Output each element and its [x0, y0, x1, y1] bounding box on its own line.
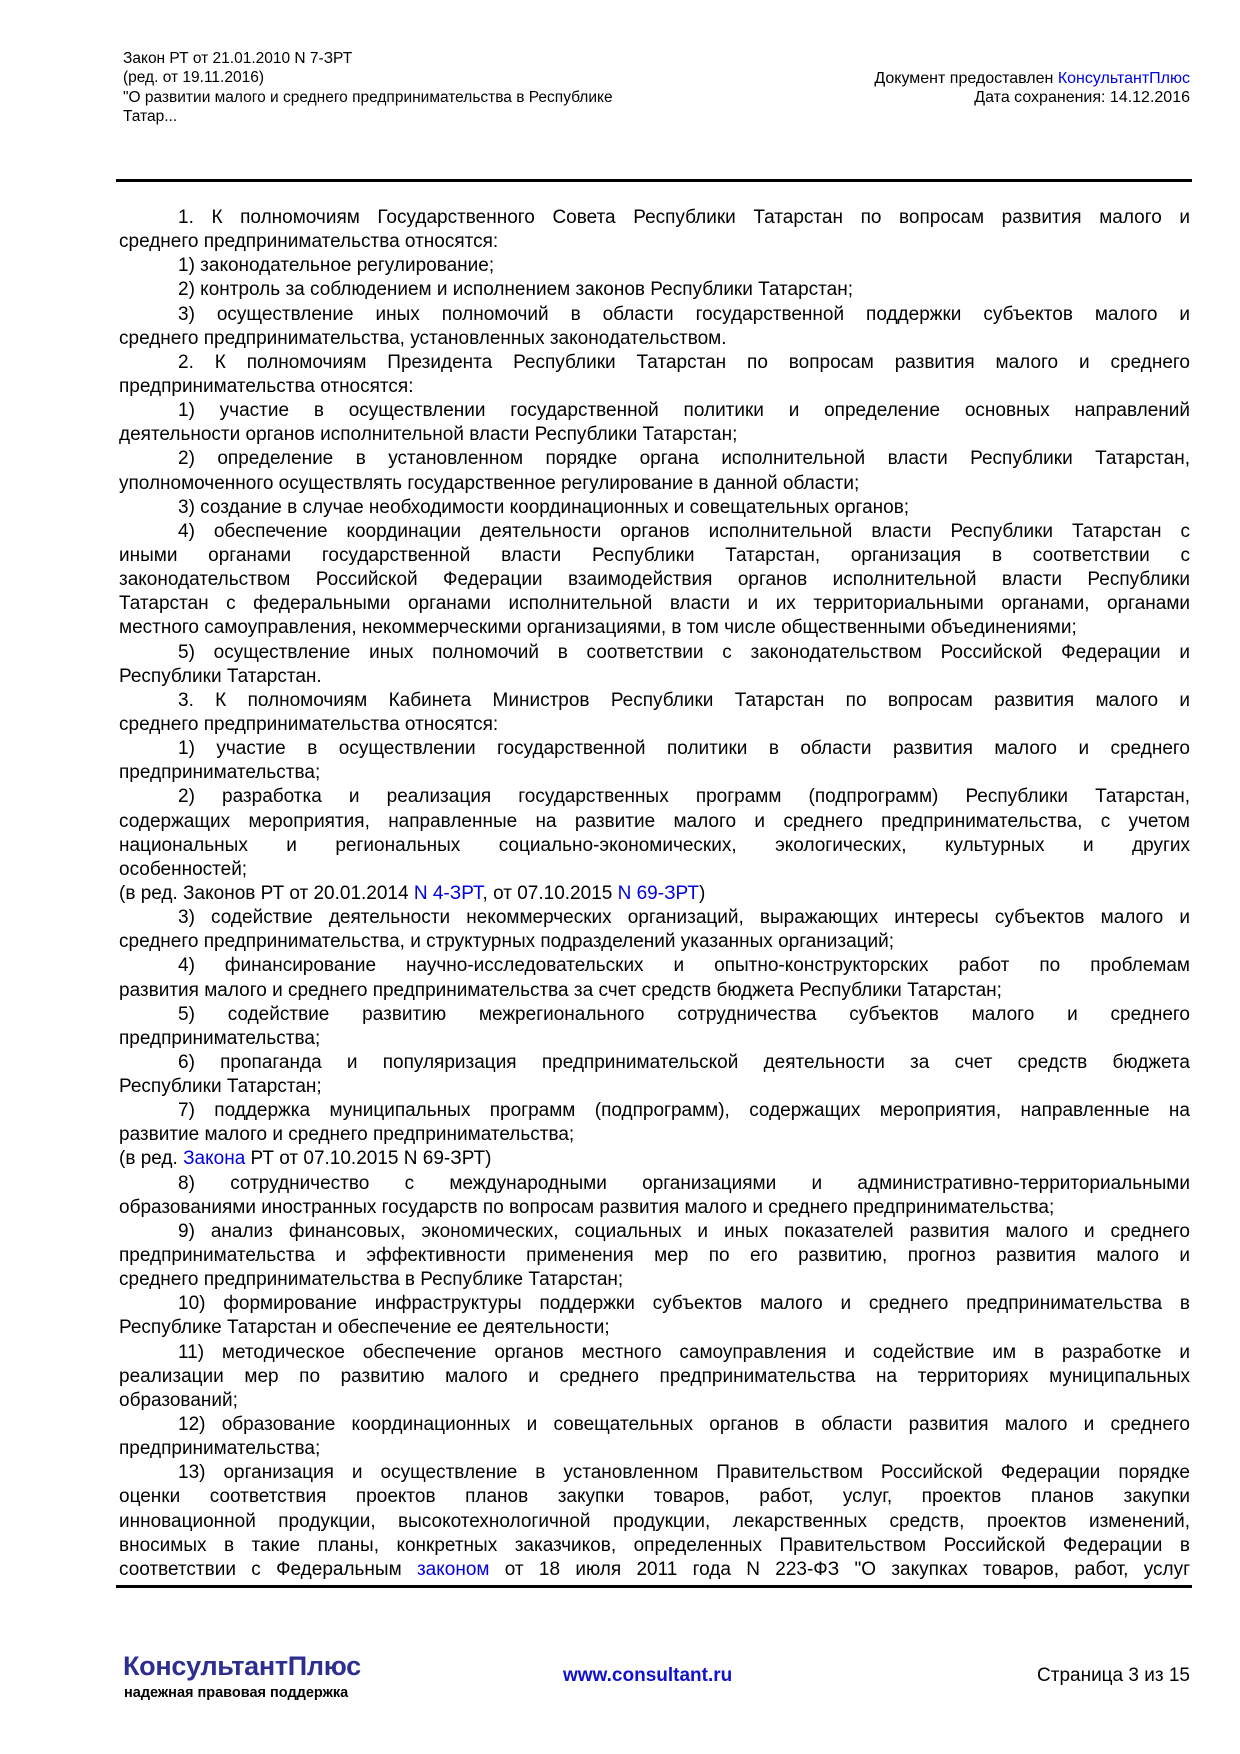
text-line: реализации мер по развитию малого и среднего предпринимательства на территориях муниципальных — [119, 1365, 1190, 1387]
text-line: иными органами государственной власти Республики Татарстан, организация в соответствии с — [119, 544, 1190, 566]
text-segment: (в ред. — [119, 1148, 184, 1170]
paragraph — [119, 399, 1190, 447]
paragraph — [119, 520, 1190, 641]
text-line: предпринимательства относятся: — [119, 375, 414, 397]
text-line: 1) участие в осуществлении государственной политики и определение основных направлений — [178, 400, 1190, 422]
paragraph — [119, 641, 1190, 689]
website-link[interactable]: www.consultant.ru — [563, 1665, 733, 1686]
text-line: Республики Татарстан. — [119, 665, 322, 687]
text-line: 12) образование координационных и совещательных органов в области развития малого и среднего — [178, 1414, 1190, 1436]
paragraph — [119, 254, 1190, 278]
text-line: уполномоченного осуществлять государственное регулирование в данной области; — [119, 472, 860, 494]
paragraph — [119, 206, 1190, 254]
paragraph — [119, 1220, 1190, 1292]
text-line: 1) законодательное регулирование; — [178, 255, 495, 277]
text-line: 8) сотрудничество с международными организациями и административно-территориальными — [178, 1172, 1190, 1194]
page-number: Страница 3 из 15 — [1037, 1665, 1190, 1686]
text-line: оценки соответствия проектов планов закупки товаров, работ, услуг, проектов планов закупки — [119, 1486, 1190, 1508]
text-segment: , от 07.10.2015 — [482, 882, 618, 904]
provider-info — [874, 69, 1190, 108]
paragraph — [119, 1413, 1190, 1461]
text-line: среднего предпринимательства, и структурных подразделений указанных организаций; — [119, 931, 895, 953]
text-line: 5) содействие развитию межрегионального сотрудничества субъектов малого и среднего — [178, 1003, 1190, 1025]
paragraph — [119, 737, 1190, 785]
doc-title-line: Закон РТ от 21.01.2010 N 7-ЗРТ — [123, 50, 353, 67]
text-line: местного самоуправления, некоммерческими организациями, в том числе общественными объединениями; — [119, 617, 1077, 639]
footer-divider — [116, 1585, 1192, 1588]
text-line: среднего предпринимательства относятся: — [119, 713, 499, 735]
text-line: 6) пропаганда и популяризация предпринимательской деятельности за счет средств бюджета — [178, 1051, 1190, 1073]
paragraph — [119, 689, 1190, 737]
text-line: Республики Татарстан; — [119, 1076, 322, 1098]
saved-date: Дата сохранения: 14.12.2016 — [974, 89, 1190, 107]
text-line: 3. К полномочиям Кабинета Министров Республики Татарстан по вопросам развития малого и — [178, 689, 1190, 711]
text-line: 13) организация и осуществление в установленном Правительством Российской Федерации порядке — [178, 1462, 1190, 1484]
text-line: законодательством Российской Федерации взаимодействия органов исполнительной власти Республики — [119, 569, 1190, 591]
doc-title-line: (ред. от 19.11.2016) — [123, 69, 264, 87]
text-line: 3) создание в случае необходимости координационных и совещательных органов; — [178, 496, 910, 518]
paragraph — [119, 1172, 1190, 1220]
paragraph — [119, 1461, 1190, 1582]
doc-title-line: "О развитии малого и среднего предпринимательства в Республике — [123, 88, 613, 106]
text-segment: соответствии с Федеральным — [119, 1558, 417, 1580]
text-line: среднего предпринимательства в Республике Татарстан; — [119, 1269, 624, 1291]
provider-link[interactable]: КонсультантПлюс — [1057, 70, 1190, 87]
text-line: предпринимательства и эффективности применения мер по его развитию, прогноз развития малого и — [119, 1245, 1190, 1267]
paragraph — [119, 447, 1190, 495]
text-line: развития малого и среднего предпринимательства за счет средств бюджета Республики Татарстан; — [119, 979, 1002, 1001]
document-title — [123, 49, 683, 126]
text-line: 1. К полномочиям Государственного Совета Республики Татарстан по вопросам развития малого и — [178, 207, 1190, 228]
text-segment: ) — [698, 882, 706, 904]
text-line: национальных и региональных социально-экономических, экологических, культурных и других — [119, 834, 1190, 856]
paragraph — [119, 303, 1190, 351]
text-line: 7) поддержка муниципальных программ (подпрограмм), содержащих мероприятия, направленные на — [178, 1100, 1190, 1122]
text-line: среднего предпринимательства, установленных законодательством. — [119, 327, 727, 349]
text-line — [119, 882, 1190, 906]
text-line: 5) осуществление иных полномочий в соответствии с законодательством Российской Федерации и — [178, 641, 1190, 663]
text-segment: (в ред. Законов РТ от 20.01.2014 — [119, 882, 414, 904]
text-segment: от 18 июля 2011 года N 223-ФЗ "О закупках товаров, работ, услуг — [489, 1558, 1191, 1580]
text-line: предпринимательства; — [119, 1438, 321, 1460]
text-segment: РТ от 07.10.2015 N 69-ЗРТ) — [245, 1148, 492, 1170]
text-line: образованиями иностранных государств по вопросам развития малого и среднего предпринимательства; — [119, 1196, 1055, 1218]
text-line: 4) финансирование научно-исследовательских и опытно-конструкторских работ по проблемам — [178, 955, 1190, 977]
text-line: 2) определение в установленном порядке органа исполнительной власти Республики Татарстан, — [178, 448, 1190, 470]
text-line: 3) содействие деятельности некоммерческих организаций, выражающих интересы субъектов малого и — [178, 907, 1190, 929]
text-line: 10) формирование инфраструктуры поддержки субъектов малого и среднего предпринимательства в — [178, 1293, 1190, 1315]
paragraph — [119, 906, 1190, 954]
law-link[interactable]: N 4-ЗРТ — [413, 882, 483, 904]
provided-label: Документ предоставлен — [874, 70, 1058, 87]
text-line: образований; — [119, 1389, 238, 1411]
paragraph — [119, 351, 1190, 399]
text-line: 2) контроль за соблюдением и исполнением законов Республики Татарстан; — [178, 279, 853, 301]
text-line: 2) разработка и реализация государственных программ (подпрограмм) Республики Татарстан, — [178, 786, 1190, 808]
paragraph — [119, 882, 1190, 906]
text-line: предпринимательства; — [119, 1027, 321, 1049]
text-line: особенностей; — [119, 858, 248, 880]
paragraph — [119, 1147, 1190, 1171]
text-line — [119, 1147, 1190, 1171]
text-line: вносимых в такие планы, конкретных заказчиков, определенных Правительством Российской Федерации в — [119, 1534, 1190, 1556]
text-line: 9) анализ финансовых, экономических, социальных и иных показателей развития малого и среднего — [178, 1220, 1190, 1242]
consultant-logo: КонсультантПлюс — [123, 1651, 361, 1681]
text-line: Татарстан с федеральными органами исполнительной власти и их территориальными органами, органами — [119, 593, 1190, 615]
paragraph — [119, 278, 1190, 302]
text-line — [119, 1558, 1190, 1582]
paragraph — [119, 785, 1190, 882]
law-link[interactable]: Закона — [183, 1148, 246, 1170]
logo-tagline: надежная правовая поддержка — [124, 1685, 349, 1701]
text-line: 4) обеспечение координации деятельности органов исполнительной власти Республики Татарстан с — [178, 520, 1190, 542]
text-line: 1) участие в осуществлении государственной политики в области развития малого и среднего — [178, 738, 1190, 760]
law-link[interactable]: законом — [416, 1558, 490, 1580]
text-line: 3) осуществление иных полномочий в области государственной поддержки субъектов малого и — [178, 303, 1190, 325]
header-divider — [116, 179, 1192, 182]
text-line: Республике Татарстан и обеспечение ее деятельности; — [119, 1317, 610, 1339]
text-line: развитие малого и среднего предпринимательства; — [119, 1124, 575, 1146]
text-line: предпринимательства; — [119, 762, 321, 784]
text-line: 11) методическое обеспечение органов местного самоуправления и содействие им в разработке и — [178, 1341, 1190, 1363]
text-line: инновационной продукции, высокотехнологичной продукции, лекарственных средств, проектов изменений, — [119, 1510, 1190, 1532]
paragraph — [119, 1003, 1190, 1051]
law-link[interactable]: N 69-ЗРТ — [617, 882, 699, 904]
text-line: среднего предпринимательства относятся: — [119, 231, 499, 253]
paragraph — [119, 1051, 1190, 1099]
paragraph — [119, 954, 1190, 1002]
paragraph — [119, 496, 1190, 520]
text-line: содержащих мероприятия, направленные на развитие малого и среднего предпринимательства, с учетом — [119, 810, 1190, 832]
text-line: деятельности органов исполнительной власти Республики Татарстан; — [119, 424, 738, 446]
paragraph — [119, 1099, 1190, 1147]
document-body — [119, 206, 1190, 1582]
paragraph — [119, 1341, 1190, 1413]
text-line: 2. К полномочиям Президента Республики Татарстан по вопросам развития малого и среднего — [178, 351, 1190, 373]
paragraph — [119, 1292, 1190, 1340]
doc-title-line: Татар... — [123, 107, 178, 125]
